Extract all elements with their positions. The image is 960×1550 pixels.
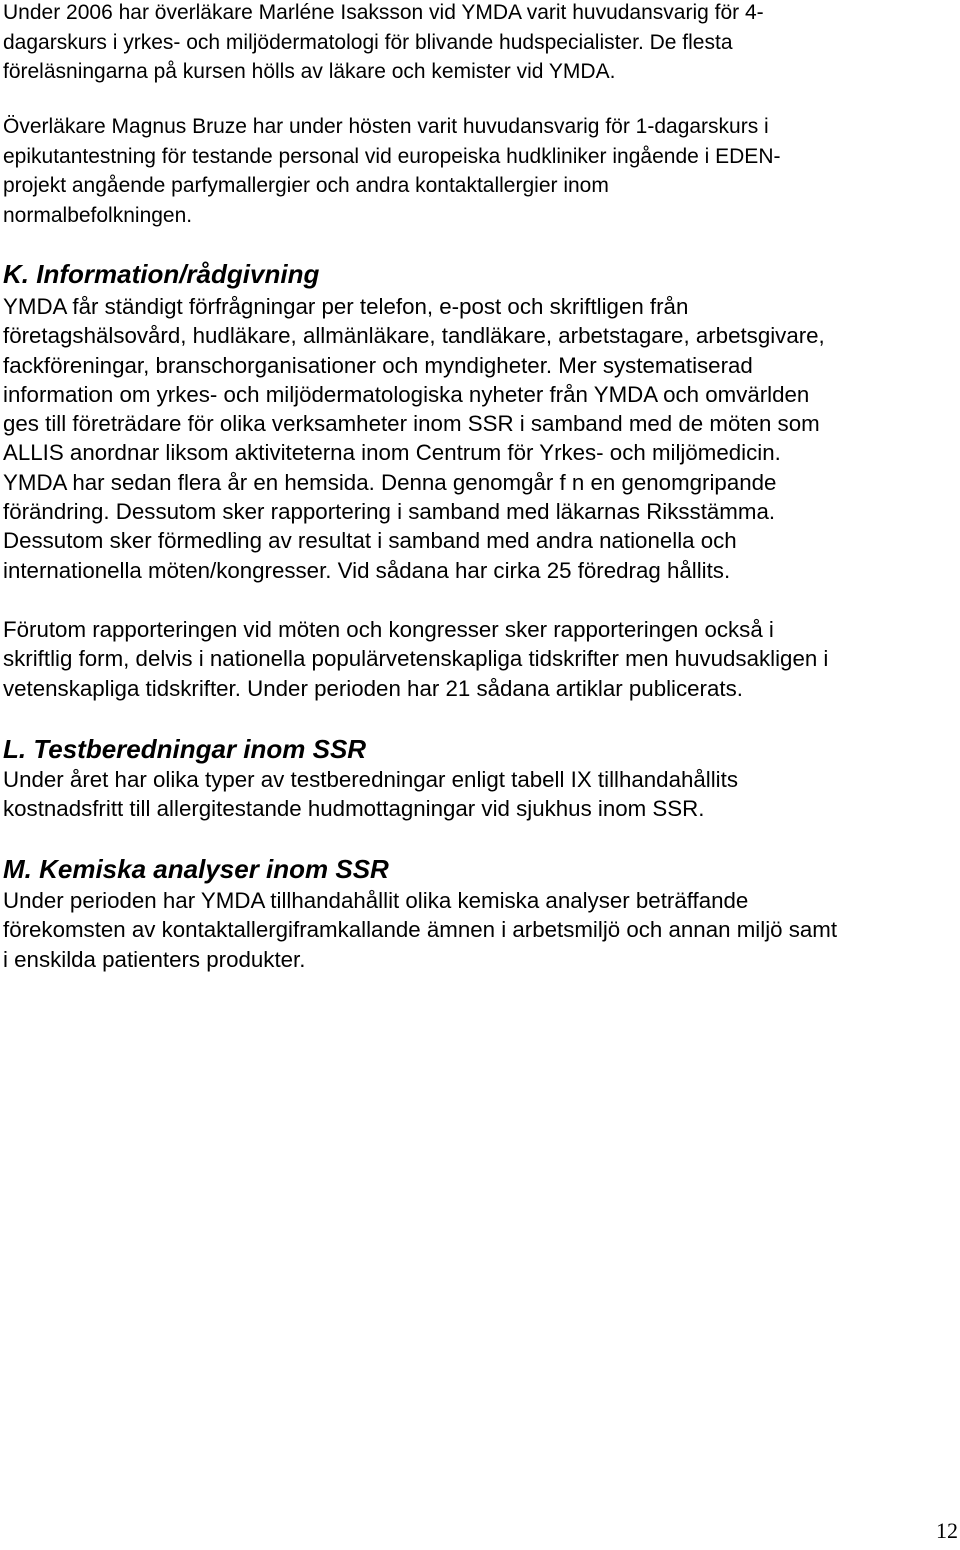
text-line: i enskilda patienters produkter. — [3, 946, 306, 972]
text-line: epikutantestning för testande personal vid europeiska hudkliniker ingående i EDEN- — [3, 144, 781, 168]
section-m-heading: M. Kemiska analyser inom SSR — [3, 854, 389, 884]
bruze-paragraph — [3, 112, 780, 230]
text-line: ALLIS anordnar liksom aktiviteterna inom Centrum för Yrkes- och miljömedicin. — [3, 440, 781, 466]
text-line: föreläsningarna på kursen hölls av läkare och kemister vid YMDA. — [3, 60, 616, 83]
text-line: Förutom rapporteringen vid möten och kongresser sker rapporteringen också i — [3, 617, 774, 642]
text-line: dagarskurs i yrkes- och miljödermatologi för blivande hudspecialister. De flesta — [3, 30, 733, 54]
text-line: fackföreningar, branschorganisationer och myndigheter. Mer systematiserad — [3, 352, 753, 378]
text-line: Under året har olika typer av testberedningar enligt tabell IX tillhandahållits — [3, 767, 738, 792]
text-line: internationella möten/kongresser. Vid sådana har cirka 25 föredrag hållits. — [3, 557, 731, 583]
text-line: förekomsten av kontaktallergiframkallande ämnen i arbetsmiljö och annan miljö samt — [3, 917, 838, 943]
text-line: Dessutom sker förmedling av resultat i samband med andra nationella och — [3, 528, 737, 554]
text-line: företagshälsovård, hudläkare, allmänläkare, tandläkare, arbetstagare, arbetsgivare, — [3, 323, 825, 349]
page-number: 12 — [936, 1518, 958, 1543]
text-line: vetenskapliga tidskrifter. Under perioden har 21 sådana artiklar publicerats. — [3, 675, 743, 701]
section-m-paragraph — [3, 886, 837, 974]
text-line: YMDA får ständigt förfrågningar per telefon, e-post och skriftligen från — [3, 294, 689, 319]
text-line: Under perioden har YMDA tillhandahållit olika kemiska analyser beträffande — [3, 888, 749, 913]
intro-paragraph — [3, 0, 764, 87]
section-k-paragraph-1 — [3, 292, 825, 585]
text-line: Under 2006 har överläkare Marléne Isaksson vid YMDA varit huvudansvarig för 4- — [3, 1, 764, 24]
text-line: ges till företrädare för olika verksamheter inom SSR i samband med de möten som — [3, 411, 820, 437]
text-line: normalbefolkningen. — [3, 203, 193, 227]
section-l-heading: L. Testberedningar inom SSR — [3, 734, 367, 764]
section-k-heading: K. Information/rådgivning — [3, 259, 320, 289]
text-line: förändring. Dessutom sker rapportering i samband med läkarnas Riksstämma. — [3, 499, 776, 525]
text-line: kostnadsfritt till allergitestande hudmottagningar vid sjukhus inom SSR. — [3, 796, 705, 822]
section-l-paragraph — [3, 765, 738, 824]
text-line: YMDA har sedan flera år en hemsida. Denna genomgår f n en genomgripande — [3, 469, 777, 495]
text-line: information om yrkes- och miljödermatologiska nyheter från YMDA och omvärlden — [3, 381, 810, 407]
text-line: Överläkare Magnus Bruze har under hösten varit huvudansvarig för 1-dagarskurs i — [3, 115, 769, 138]
section-k-paragraph-2 — [3, 615, 828, 703]
text-line: skriftlig form, delvis i nationella populärvetenskapliga tidskrifter men huvudsakligen i — [3, 646, 829, 672]
text-line: projekt angående parfymallergier och andra kontaktallergier inom — [3, 174, 609, 197]
